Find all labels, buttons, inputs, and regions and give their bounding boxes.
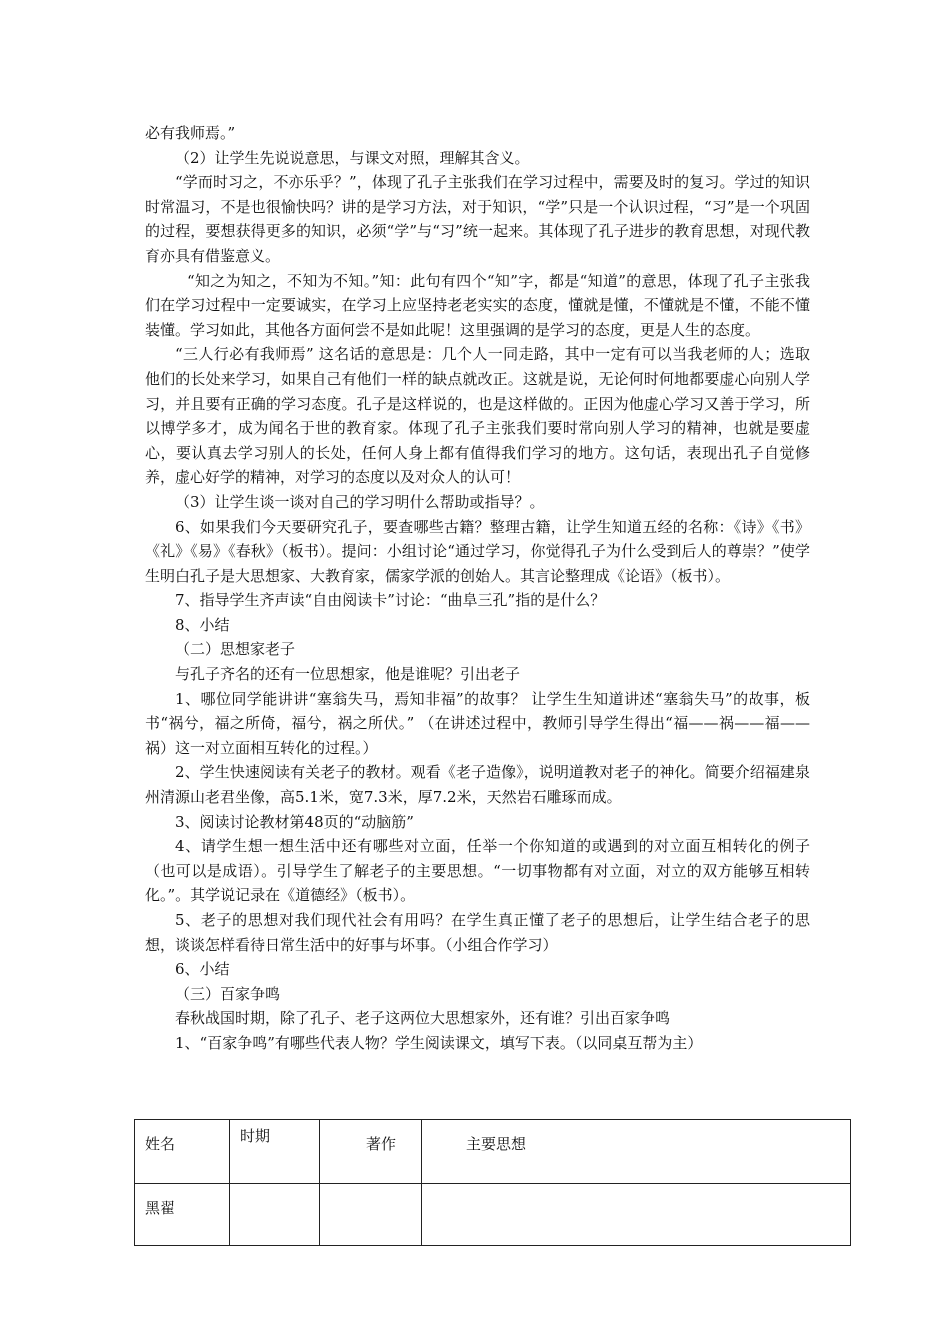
paragraph: 3、阅读讨论教材第48页的“动脑筋” — [175, 812, 414, 831]
paragraph: 1、“百家争鸣”有哪些代表人物？学生阅读课文，填写下表。（以同桌互帮为主） — [175, 1033, 703, 1052]
paragraph: 1、哪位同学能讲讲“塞翁失马，焉知非福”的故事？ 让学生生知道讲述“塞翁失马”的故事，板书“祸兮，福之所倚，福兮，祸之所伏。” （在讲述过程中，教师引导学生得出“福——祸——福——祸）这一对立面相互转化的过程。） — [145, 689, 810, 757]
cell-works — [320, 1184, 422, 1246]
paragraph: 7、指导学生齐声读“自由阅读卡”讨论：“曲阜三孔”指的是什么？ — [175, 591, 606, 610]
paragraph: 与孔子齐名的还有一位思想家，他是谁呢？引出老子 — [175, 665, 521, 684]
cell-period — [230, 1184, 320, 1246]
paragraph: 必有我师焉。” — [145, 124, 236, 142]
paragraph: （3）让学生谈一谈对自己的学习明什么帮助或指导？。 — [175, 492, 545, 511]
paragraph: 5、老子的思想对我们现代社会有用吗？在学生真正懂了老子的思想后，让学生结合老子的思想，谈谈怎样看待日常生活中的好事与坏事。（小组合作学习） — [145, 911, 810, 954]
section-heading: （三）百家争鸣 — [175, 984, 281, 1003]
paragraph: “三人行必有我师焉” 这名话的意思是：几个人一同走路，其中一定有可以当我老师的人；选取他们的长处来学习，如果自己有他们一样的缺点就改正。这就是说，无论何时何地都要虚心向别人学习，并且要有正确的学习态度。孔子是这样说的，也是这样做的。正因为他虚心学习又善于学习，所以博学多才，成为闻名于世的教育家。体现了孔子主张我们要时常向别人学习的精神，也就是要虚心，要认真去学习别人的长处，任何人身上都有值得我们学习的地方。这句话，表现出孔子自觉修养，虚心好学的精神，对学习的态度以及对众人的认可！ — [145, 345, 810, 487]
cell-main-ideas — [422, 1184, 851, 1246]
paragraph: “学而时习之，不亦乐乎？”，体现了孔子主张我们在学习过程中，需要及时的复习。学过的知识时常温习，不是也很愉快吗？讲的是学习方法，对于知识，“学”只是一个认识过程，“习”是一个巩固的过程，要想获得更多的知识，必须“学”与“习”统一起来。其体现了孔子进步的教育思想，对现代教育亦具有借鉴意义。 — [145, 173, 810, 265]
paragraph: 6、小结 — [175, 960, 230, 979]
paragraph: 4、请学生想一想生活中还有哪些对立面，任举一个你知道的或遇到的对立面互相转化的例子（也可以是成语）。引导学生了解老子的主要思想。“一切事物都有对立面，对立的双方能够互相转化。”。其学说记录在《道德经》（板书）。 — [145, 837, 810, 905]
body-text — [145, 121, 810, 1056]
paragraph: （2）让学生先说说意思，与课文对照，理解其含义。 — [175, 148, 530, 167]
header-works: 著作 — [320, 1120, 422, 1184]
table-row — [135, 1184, 851, 1246]
paragraph: 6、如果我们今天要研究孔子，要查哪些古籍？整理古籍，让学生知道五经的名称：《诗》《书》《礼》《易》《春秋》（板书）。提问：小组讨论“通过学习，你觉得孔子为什么受到后人的尊崇？”使学生明白孔子是大思想家、大教育家，儒家学派的创始人。其言论整理成《论语》（板书）。 — [145, 517, 810, 585]
cell-name: 黑翟 — [135, 1184, 230, 1246]
paragraph: 8、小结 — [175, 615, 230, 634]
paragraph: “知之为知之，不知为不知。”知：此句有四个“知”字，都是“知道”的意思，体现了孔子主张我们在学习过程中一定要诚实，在学习上应坚持老老实实的态度，懂就是懂，不懂就是不懂，不能不懂装懂。学习如此，其他各方面何尝不是如此呢！这里强调的是学习的态度，更是人生的态度。 — [145, 271, 810, 339]
header-main-ideas: 主要思想 — [422, 1120, 851, 1184]
header-name: 姓名 — [135, 1120, 230, 1184]
header-period: 时期 — [230, 1120, 320, 1184]
paragraph: 2、学生快速阅读有关老子的教材。观看《老子造像》，说明道教对老子的神化。简要介绍福建泉州清源山老君坐像，高5.1米，宽7.3米，厚7.2米，天然岩石雕琢而成。 — [145, 763, 810, 807]
table-header-row — [135, 1120, 851, 1184]
section-heading: （二）思想家老子 — [175, 640, 296, 659]
paragraph: 春秋战国时期，除了孔子、老子这两位大思想家外，还有谁？引出百家争鸣 — [175, 1009, 671, 1028]
thinkers-table — [134, 1119, 851, 1246]
